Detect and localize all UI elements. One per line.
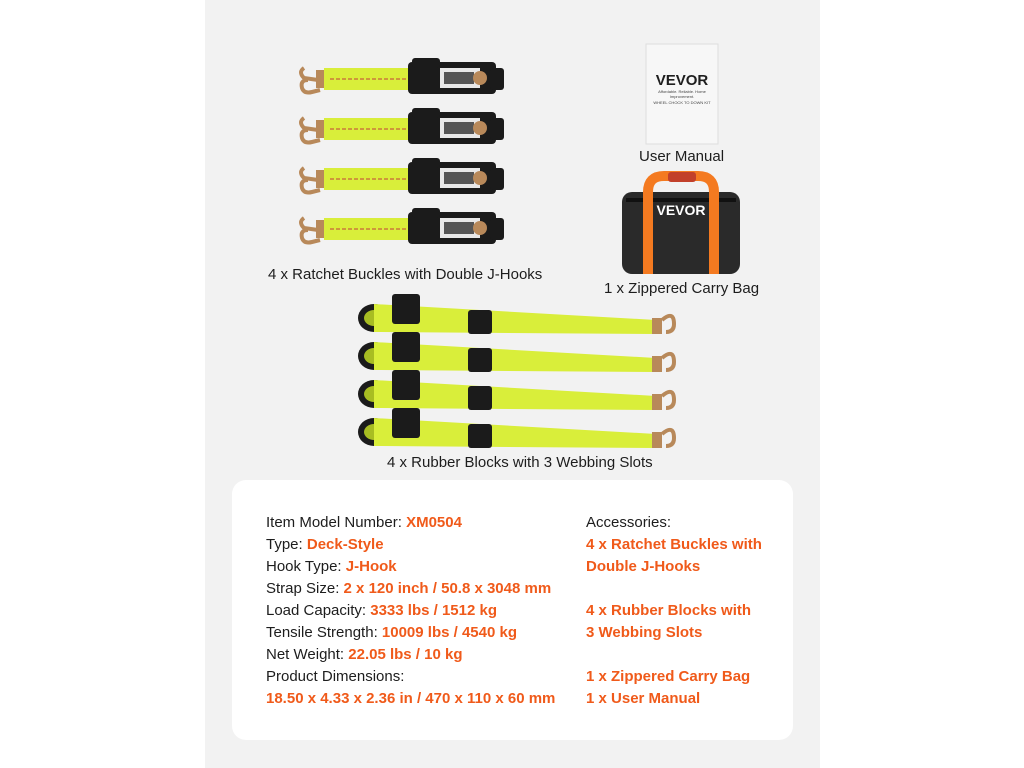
spec-type: Type: Deck-Style [266, 536, 384, 553]
carry-bag-caption: 1 x Zippered Carry Bag [604, 280, 760, 297]
accessory-ratchets-line1: 4 x Ratchet Buckles with [586, 536, 762, 553]
accessories-heading: Accessories: [586, 514, 672, 531]
carry-bag-illustration [620, 172, 742, 276]
spec-net-weight: Net Weight: 22.05 lbs / 10 kg [266, 646, 463, 663]
manual-brand: VEVOR [655, 72, 709, 89]
user-manual-caption: User Manual [639, 148, 725, 165]
manual-title: WHEEL CHOCK TO DOWN KIT [653, 100, 711, 105]
accessory-blocks-line1: 4 x Rubber Blocks with [586, 602, 752, 619]
accessory-carry-bag: 1 x Zippered Carry Bag [586, 668, 751, 685]
manual-tagline: Affordable. Reliable. Home Improvement. [658, 89, 706, 99]
spec-dimensions-value: 18.50 x 4.33 x 2.36 in / 470 x 110 x 60 mm [266, 690, 556, 707]
rubber-blocks-caption: 4 x Rubber Blocks with 3 Webbing Slots [387, 454, 653, 471]
accessory-user-manual: 1 x User Manual [586, 690, 701, 707]
spec-dimensions-label: Product Dimensions: [266, 668, 405, 685]
ratchet-buckles-caption: 4 x Ratchet Buckles with Double J-Hooks [268, 266, 543, 283]
rubber-block-straps-illustration [356, 290, 686, 450]
spec-load-capacity: Load Capacity: 3333 lbs / 1512 kg [266, 602, 498, 619]
spec-model: Item Model Number: XM0504 [266, 514, 462, 531]
accessory-blocks-line2: 3 Webbing Slots [586, 624, 703, 641]
accessory-ratchets-line2: Double J-Hooks [586, 558, 701, 575]
ratchet-buckles-illustration [300, 58, 530, 258]
spec-hook-type: Hook Type: J-Hook [266, 558, 397, 575]
bag-brand: VEVOR [656, 202, 706, 218]
spec-strap-size: Strap Size: 2 x 120 inch / 50.8 x 3048 mm [266, 580, 552, 597]
spec-tensile-strength: Tensile Strength: 10009 lbs / 4540 kg [266, 624, 518, 641]
